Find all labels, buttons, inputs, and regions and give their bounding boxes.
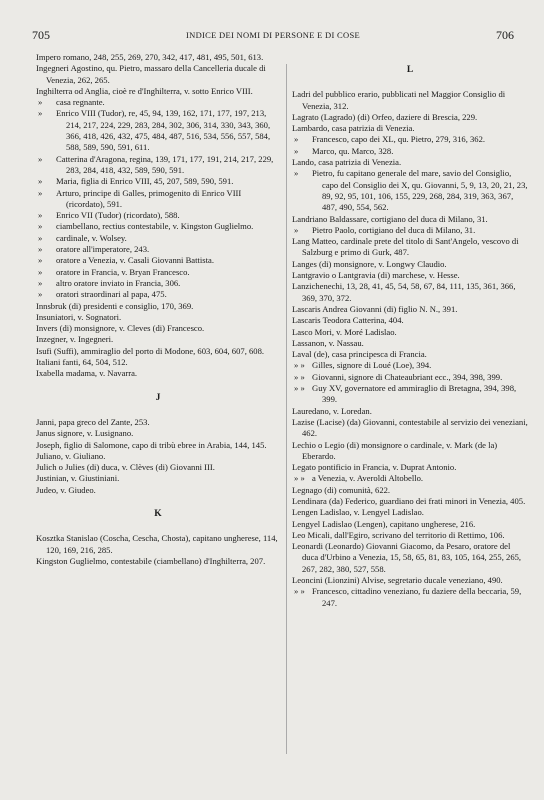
index-entry: Janus signore, v. Lusignano.: [36, 428, 134, 439]
section-letter: K: [154, 508, 162, 519]
index-entry: Judeo, v. Giudeo.: [36, 484, 96, 495]
ditto-mark: »: [38, 221, 43, 232]
index-entry: Lengen Ladislao, v. Lengyel Ladislao.: [292, 507, 424, 518]
subentry-text: Pietro, fu capitano generale del mare, savio del Consiglio, capo del Consiglio dei X, qu. Giovanni, 5, 9, 13, 20, 21, 23, 89, 92, 95, 101, 106, 155, 229, 268, 284, 319, 363, 367, 487, 490, 554, 562.: [312, 168, 528, 213]
index-subentry: [36, 267, 280, 278]
index-entry: Lambardo, casa patrizia di Venezia.: [292, 123, 415, 134]
subentry-text: Gilles, signore di Loué (Loe), 394.: [312, 360, 432, 371]
index-entry: Julich o Julies (di) duca, v. Clèves (di) Giovanni III.: [36, 462, 215, 473]
ditto-mark: »: [294, 134, 299, 145]
subentry-text: Enrico VIII (Tudor), re, 45, 94, 139, 162, 171, 177, 197, 213, 214, 217, 224, 229, 283, 284, 302, 306, 314, 330, 343, 360, 366, 418, 426, 432, 475, 484, 487, 516, 534, 556, 557, 584, 588, 589, 590, 591, 611.: [56, 108, 271, 153]
index-entry: Ladri del pubblico erario, pubblicati nel Maggior Consiglio di Venezia, 312.: [292, 89, 506, 111]
index-subentry: [36, 108, 280, 153]
index-entry: Legato pontificio in Francia, v. Duprat Antonio.: [292, 462, 457, 473]
ditto-mark: »: [38, 255, 43, 266]
index-entry: Inghilterra od Anglia, cioè re d'Inghilterra, v. sotto Enrico VIII.: [36, 85, 253, 96]
ditto-mark: »: [38, 244, 43, 255]
ditto-mark: »: [38, 97, 43, 108]
ditto-mark: »: [38, 266, 43, 277]
index-subentry: [36, 97, 280, 108]
ditto-mark: »: [38, 232, 43, 243]
ditto-mark: » »: [294, 383, 305, 394]
index-entry: Lechio o Legio (di) monsignore o cardinale, v. Mark (de la) Eberardo.: [292, 439, 498, 461]
ditto-mark: »: [38, 210, 43, 221]
index-entry: Ixabella madama, v. Navarra.: [36, 368, 138, 379]
index-entry: Lasco Mori, v. Moré Ladislao.: [292, 326, 397, 337]
ditto-mark: »: [294, 168, 299, 179]
index-subentry: [36, 255, 280, 266]
ditto-mark: » »: [294, 473, 305, 484]
index-subentry: [292, 225, 528, 236]
index-entry: Lendinara (da) Federico, guardiano dei frati minori in Venezia, 405.: [292, 495, 526, 506]
subentry-text: oratore a Venezia, v. Casali Giovanni Battista.: [56, 255, 214, 266]
ditto-mark: » »: [294, 371, 305, 382]
index-entry: Innsbruk (di) presidenti e consiglio, 170, 369.: [36, 300, 194, 311]
subentry-text: Arturo, principe di Galles, primogenito di Enrico VIII (ricordato), 591.: [56, 187, 242, 209]
index-entry: Lagrato (Lagrado) (di) Orfeo, daziere di Brescia, 229.: [292, 111, 478, 122]
subentry-text: oratore in Francia, v. Bryan Francesco.: [56, 266, 190, 277]
subentry-text: altro oratore inviato in Francia, 306.: [56, 277, 181, 288]
index-entry: Legnago (di) comunità, 622.: [292, 484, 391, 495]
index-entry: Lascaris Teodora Catterina, 404.: [292, 315, 404, 326]
index-subentry: [36, 154, 280, 177]
subentry-text: Marco, qu. Marco, 328.: [312, 145, 394, 156]
index-entry: Isufi (Suffi), ammiraglio del porto di Modone, 603, 604, 607, 608.: [36, 345, 265, 356]
index-subentry: [36, 233, 280, 244]
running-header: [32, 28, 514, 44]
index-entry: Lengyel Ladislao (Lengen), capitano ungherese, 216.: [292, 518, 476, 529]
index-entry: Leonardi (Leonardo) Giovanni Giacomo, da Pesaro, oratore del duca d'Urbino a Venezia, 15, 58, 65, 81, 83, 105, 164, 255, 265, 267, 282, 380, 527, 558.: [292, 541, 522, 574]
ditto-mark: »: [294, 224, 299, 235]
subentry-text: Enrico VII (Tudor) (ricordato), 588.: [56, 210, 180, 221]
index-entry: Lando, casa patrizia di Venezia.: [292, 157, 402, 168]
index-subentry: [292, 146, 528, 157]
index-subentry: [36, 188, 280, 211]
subentry-text: cardinale, v. Wolsey.: [56, 232, 127, 243]
index-entry: Lascaris Andrea Giovanni (di) figlio N. N., 391.: [292, 303, 458, 314]
subentry-text: oratori straordinari al papa, 475.: [56, 289, 167, 300]
ditto-mark: »: [38, 176, 43, 187]
subentry-text: Giovanni, signore di Chateaubriant ecc., 394, 398, 399.: [312, 371, 503, 382]
section-letter: L: [406, 65, 414, 75]
index-entry: Inzegner, v. Ingegneri.: [36, 334, 114, 345]
ditto-mark: »: [38, 277, 43, 288]
ditto-mark: » »: [294, 586, 305, 597]
index-column-right: [292, 52, 528, 609]
index-entry: Landriano Baldassare, cortigiano del duca di Milano, 31.: [292, 213, 488, 224]
index-entry: Laval (de), casa principesca di Francia.: [292, 349, 427, 360]
ditto-mark: »: [38, 187, 43, 198]
ditto-mark: »: [294, 145, 299, 156]
index-subentry: [292, 360, 528, 371]
subentry-text: Maria, figlia di Enrico VIII, 45, 207, 589, 590, 591.: [56, 176, 234, 187]
index-subentry: [36, 176, 280, 187]
index-entry: Ingegneri Agostino, qu. Pietro, massaro della Cancelleria ducale di Venezia, 262, 265.: [36, 63, 266, 85]
index-subentry: [292, 473, 528, 484]
index-entry: Italiani fanti, 64, 504, 512.: [36, 357, 128, 368]
subentry-text: casa regnante.: [56, 97, 105, 108]
running-title: INDICE DEI NOMI DI PERSONE E DI COSE: [186, 30, 360, 40]
subentry-text: ciambellano, rectius contestabile, v. Kingston Guglielmo.: [56, 221, 254, 232]
index-column-left: [36, 52, 280, 567]
index-subentry: [36, 244, 280, 255]
page-number-left: 705: [32, 28, 50, 42]
subentry-text: Francesco, capo dei XL, qu. Pietro, 279, 316, 362.: [312, 134, 486, 145]
index-entry: Kosztka Stanislao (Coscha, Cescha, Chosta), capitano ungherese, 114, 120, 169, 216, 285.: [36, 533, 278, 555]
column-divider: [286, 64, 287, 754]
subentry-text: Catterina d'Aragona, regina, 139, 171, 177, 191, 214, 217, 229, 283, 284, 418, 432, 589, 590, 591.: [56, 153, 274, 175]
index-subentry: [292, 383, 528, 406]
index-entry: Lanzichenechi, 13, 28, 41, 45, 54, 58, 67, 84, 111, 135, 361, 366, 369, 370, 372.: [292, 281, 516, 303]
index-subentry: [36, 289, 280, 300]
index-entry: Joseph, figlio di Salomone, capo di tribù ebree in Arabia, 144, 145.: [36, 439, 267, 450]
index-entry: Insuniatori, v. Sognatori.: [36, 311, 122, 322]
index-entry: Leoncini (Lionzini) Alvise, segretario ducale veneziano, 490.: [292, 575, 503, 586]
subentry-text: Pietro Paolo, cortigiano del duca di Milano, 31.: [312, 224, 476, 235]
index-subentry: [292, 168, 528, 213]
ditto-mark: »: [38, 289, 43, 300]
ditto-mark: »: [38, 153, 43, 164]
subentry-text: Francesco, cittadino veneziano, fu daziere della beccaria, 59, 247.: [312, 586, 522, 608]
index-subentry: [36, 278, 280, 289]
index-entry: Invers (di) monsignore, v. Cleves (di) Francesco.: [36, 323, 205, 334]
index-entry: Lantgravio o Lantgravia (di) marchese, v. Hesse.: [292, 270, 460, 281]
index-entry: Kingston Guglielmo, contestabile (ciambellano) d'Inghilterra, 207.: [36, 555, 266, 566]
index-entry: Langes (di) monsignore, v. Longwy Claudio.: [292, 258, 447, 269]
subentry-text: Guy XV, governatore ed ammiraglio di Bretagna, 394, 398, 399.: [312, 383, 517, 405]
index-entry: Justinian, v. Giustiniani.: [36, 473, 120, 484]
index-entry: Impero romano, 248, 255, 269, 270, 342, 417, 481, 495, 501, 613.: [36, 52, 264, 62]
subentry-text: oratore all'imperatore, 243.: [56, 244, 150, 255]
ditto-mark: » »: [294, 360, 305, 371]
ditto-mark: »: [38, 108, 43, 119]
index-entry: Lassanon, v. Nassau.: [292, 337, 364, 348]
index-subentry: [36, 210, 280, 221]
page-number-right: 706: [496, 28, 514, 42]
section-letter: J: [155, 392, 161, 403]
index-entry: Janni, papa greco del Zante, 253.: [36, 416, 150, 427]
index-subentry: [292, 134, 528, 145]
index-entry: Lang Matteo, cardinale prete del titolo di Sant'Angelo, vescovo di Salzburg e primo di Gurk, 487.: [292, 236, 519, 258]
index-entry: Leo Micali, dall'Egiro, scrivano del territorio di Rettimo, 106.: [292, 529, 505, 540]
subentry-text: a Venezia, v. Averoldi Altobello.: [312, 473, 424, 484]
index-entry: Lazise (Lacise) (da) Giovanni, contestabile al servizio dei veneziani, 462.: [292, 416, 528, 439]
index-entry: Juliano, v. Giuliano.: [36, 450, 106, 461]
index-entry: Lauredano, v. Loredan.: [292, 405, 372, 416]
index-subentry: [292, 586, 528, 609]
index-subentry: [36, 221, 280, 232]
index-subentry: [292, 372, 528, 383]
